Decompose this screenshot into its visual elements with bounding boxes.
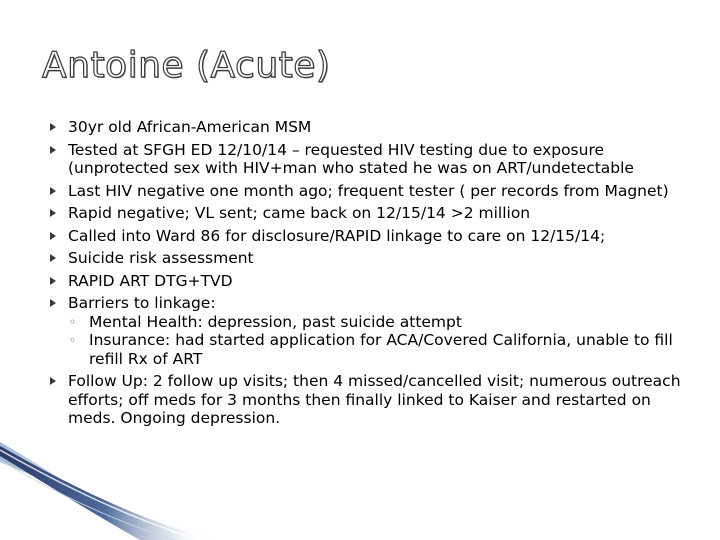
corner-decoration [0,440,720,540]
sub-bullet-text: Mental Health: depression, past suicide attempt [89,312,462,331]
bullet-item [68,141,698,178]
bullet-arrow-icon [50,209,56,217]
bullet-arrow-icon [50,254,56,262]
decoration-swoosh-dark [0,446,210,540]
bullet-item [68,294,698,368]
bullet-arrow-icon [50,277,56,285]
bullet-text: RAPID ART DTG+TVD [68,271,233,290]
sub-bullet-circle-icon: ◦ [69,333,77,347]
sub-bullet-circle-icon: ◦ [69,314,77,329]
bullet-item [68,272,698,291]
bullet-text: 30yr old African-American MSM [68,118,312,136]
bullet-text: Tested at SFGH ED 12/10/14 – requested HIV testing due to exposure (unprotected sex with HIV+man who stated he was on ART/undetectable [68,140,634,177]
bullet-text: Follow Up: 2 follow up visits; then 4 missed/cancelled visit; numerous outreach efforts; off meds for 3 months then finally linked to Kaiser and restarted on meds. Ongoing depression. [68,372,681,427]
sub-bullet-text: Insurance: had started application for ACA/Covered California, unable to fill refill Rx of ART [89,331,673,368]
bullet-arrow-icon [50,146,56,154]
bullet-item [68,227,698,246]
bullet-text: Last HIV negative one month ago; frequent tester ( per records from Magnet) [68,181,669,200]
bullet-list [68,118,698,432]
bullet-text: Called into Ward 86 for disclosure/RAPID linkage to care on 12/15/14; [68,226,606,245]
bullet-arrow-icon [50,299,56,307]
bullet-item [68,118,698,137]
bullet-arrow-icon [50,377,56,385]
bullet-arrow-icon [50,232,56,240]
bullet-arrow-icon [50,187,56,195]
sub-bullet-item [68,313,698,332]
bullet-item [68,372,698,428]
bullet-text: Rapid negative; VL sent; came back on 12/15/14 >2 million [68,204,531,222]
bullet-item [68,249,698,268]
sub-bullet-list [68,313,698,369]
slide-title: Antoine (Acute) [42,45,331,86]
bullet-text: Suicide risk assessment [68,249,254,267]
sub-bullet-item [68,331,698,368]
bullet-item [68,182,698,201]
bullet-item [68,204,698,223]
bullet-arrow-icon [50,123,56,131]
bullet-text: Barriers to linkage: [68,294,216,312]
